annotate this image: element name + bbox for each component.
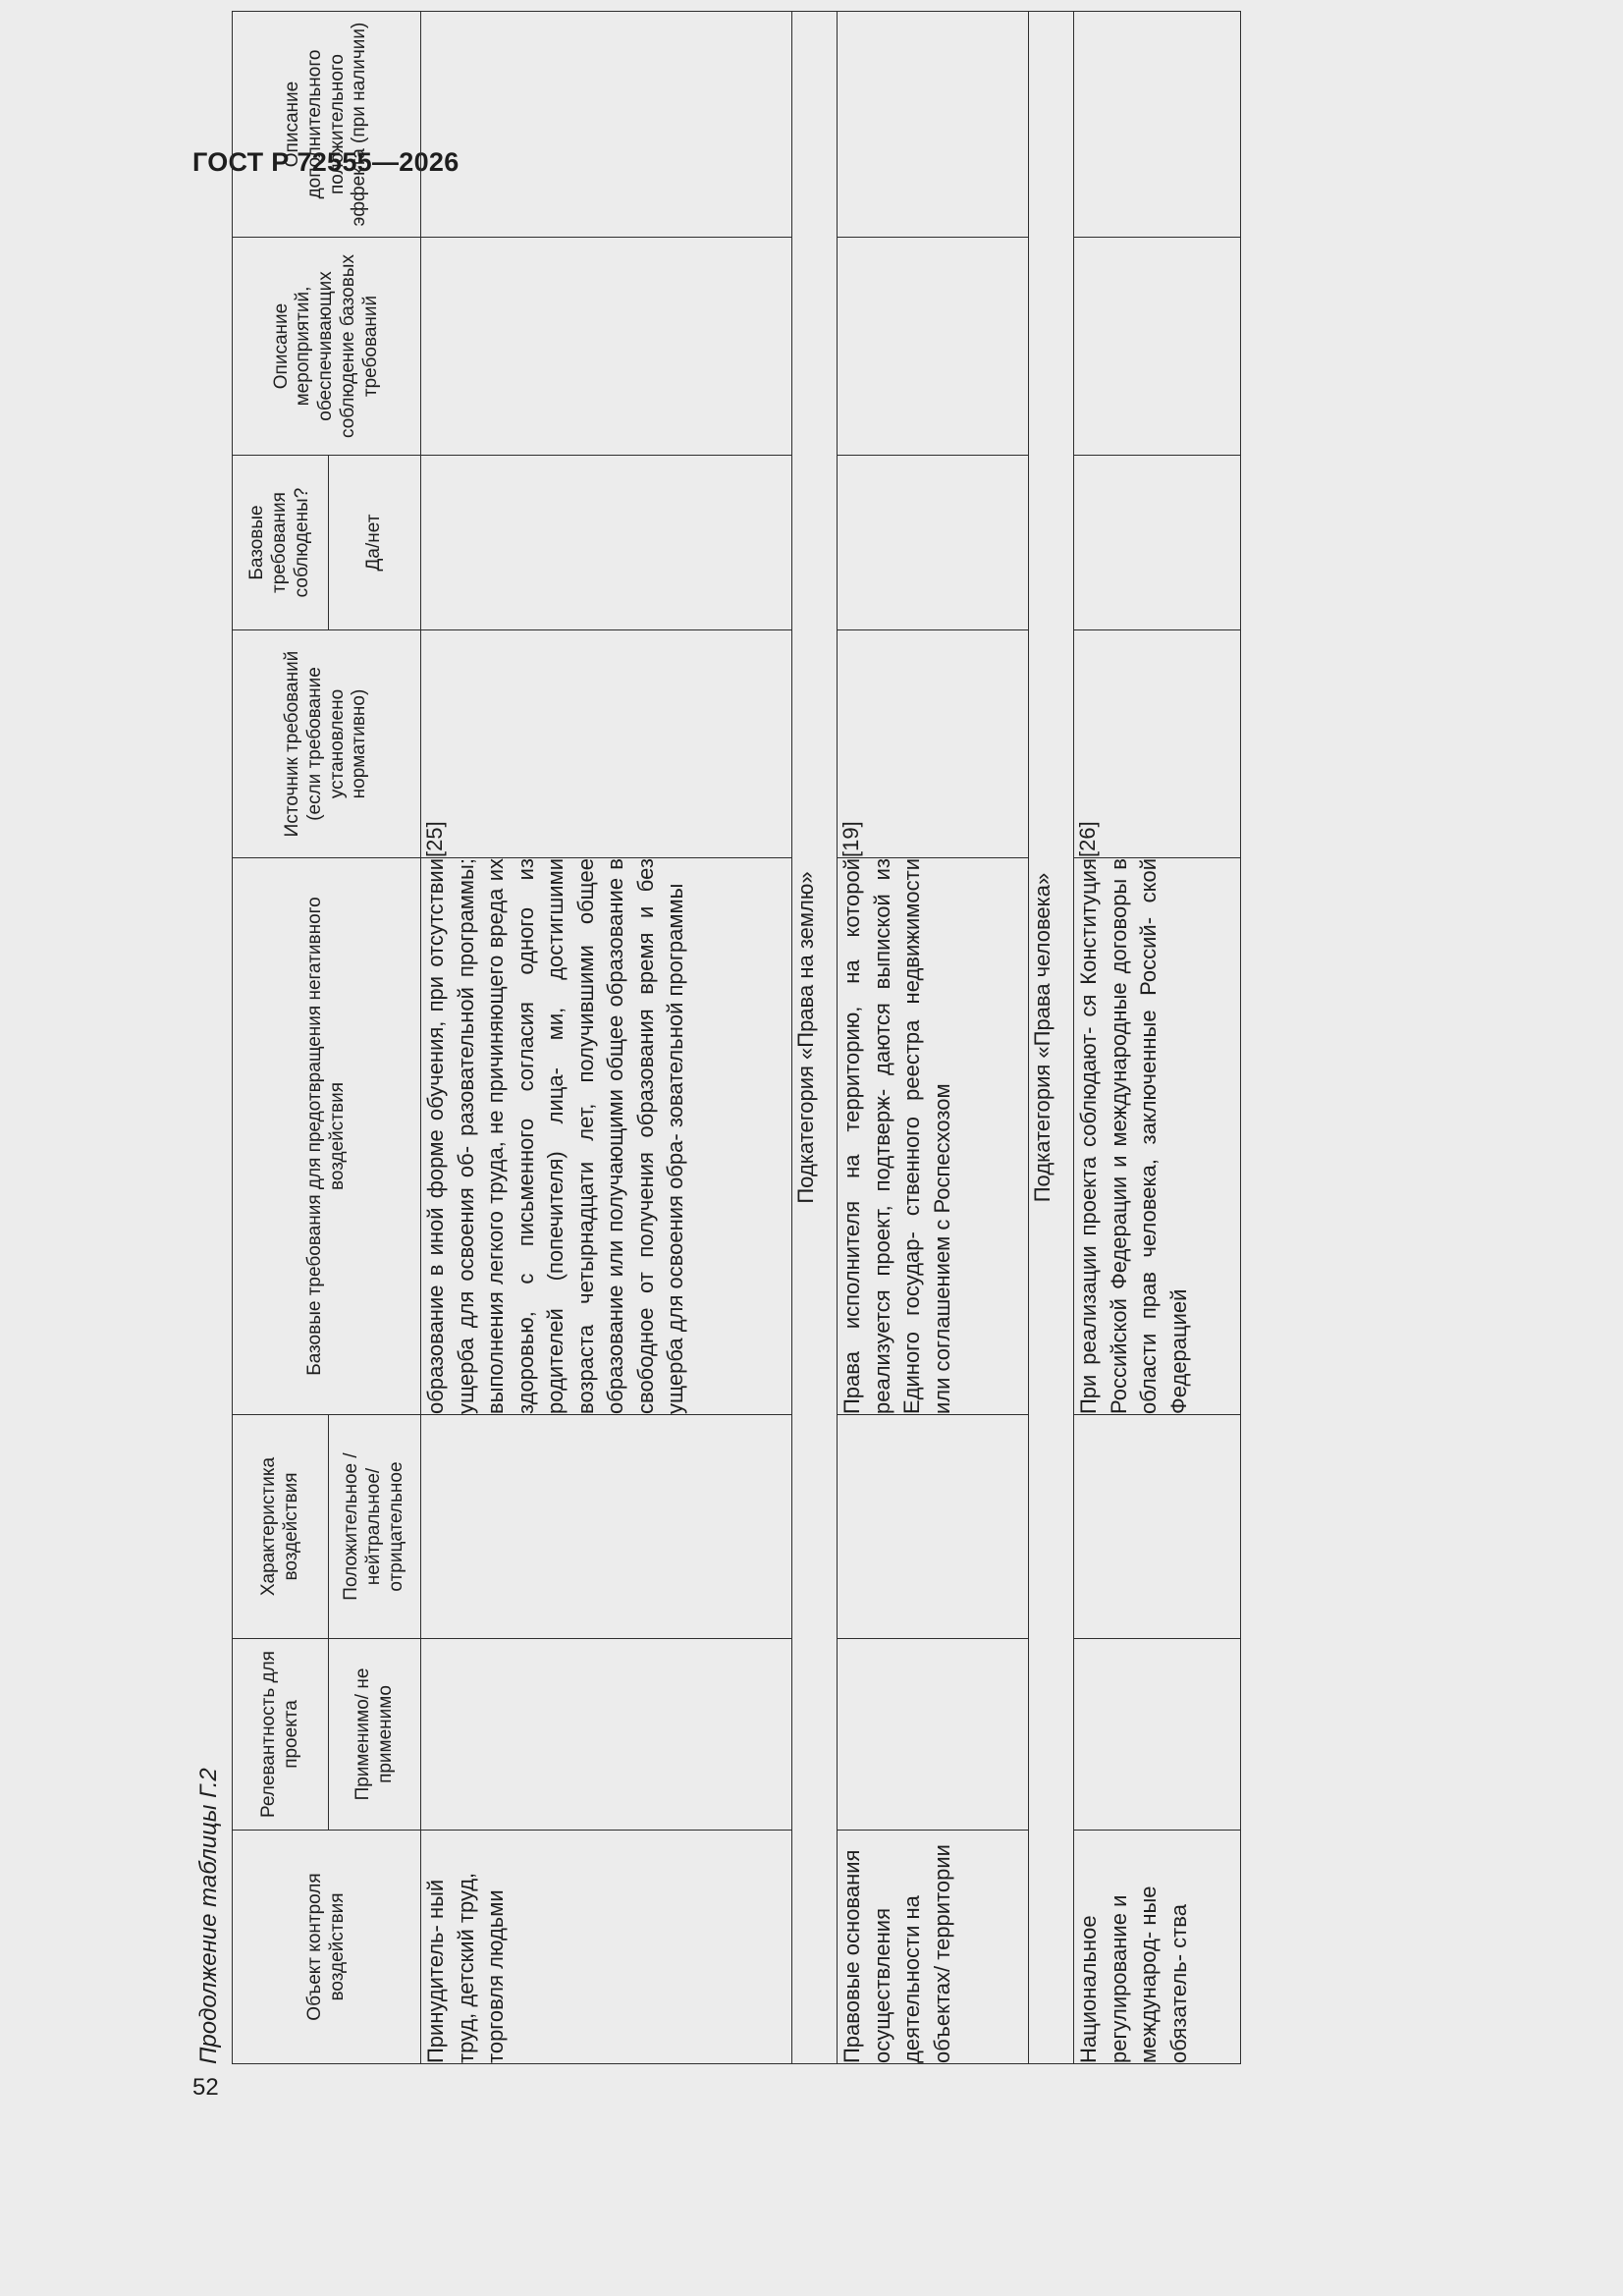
- row-source-cell: [19]: [838, 630, 1029, 858]
- page-number: 52: [192, 2074, 219, 2101]
- header-measures: Описание мероприятий, обеспечивающих соблюдение базовых требований: [233, 238, 421, 456]
- row-object-cell: Принудитель- ный труд, детский труд, торговля людьми: [421, 1831, 792, 2064]
- row-requirements-cell: Права исполнителя на территорию, на которой реализуется проект, подтверж- даются выпиской из Единого государ- ственного реестра недвижимости или соглашением с Роспесхозом: [838, 858, 1029, 1415]
- subcategory-label: Подкатегория «Права человека»: [1029, 12, 1074, 2064]
- row-requirements-cell: образование в иной форме обучения, при отсутствии ущерба для освоения об- разовательной программы; выполнения легкого труда, не причиняющего вреда их здоровью, с письменного согласия одного из родителей (попечителя) лица- ми, достигшими возраста четырнадцати лет, получившими общее образование или получающими общее образование в свободное от получения образования время и без ущерба для освоения обра- зовательной программы: [421, 858, 792, 1415]
- table-row: [421, 12, 792, 2064]
- row-relevance-cell: [421, 1639, 792, 1831]
- table-row: [1074, 12, 1241, 2064]
- header-met: Базовые требования соблюдены?: [233, 456, 329, 630]
- row-effect-cell: [838, 12, 1029, 238]
- row-impact-cell: [838, 1415, 1029, 1639]
- row-impact-cell: [1074, 1415, 1241, 1639]
- subcategory-label: Подкатегория «Права на землю»: [792, 12, 838, 2064]
- table-row: [838, 12, 1029, 2064]
- row-met-cell: [1074, 456, 1241, 630]
- requirements-table: [232, 11, 1241, 2064]
- table-caption: Продолжение таблицы Г.2: [195, 1768, 222, 2064]
- row-met-cell: [421, 456, 792, 630]
- row-impact-cell: [421, 1415, 792, 1639]
- row-measures-cell: [1074, 238, 1241, 456]
- header-object: Объект контроля воздействия: [233, 1831, 421, 2064]
- subcategory-row: [1029, 12, 1074, 2064]
- header-row: [233, 12, 329, 2064]
- row-object-cell: Национальное регулирование и международ- ные обязатель- ства: [1074, 1831, 1241, 2064]
- row-met-cell: [838, 456, 1029, 630]
- row-requirements-cell: При реализации проекта соблюдают- ся Конституция Российской Федерации и международные договоры в области прав человека, заключенные Россий- ской Федерацией: [1074, 858, 1241, 1415]
- row-measures-cell: [421, 238, 792, 456]
- header-effect: Описание дополнительного положительного эффекта (при наличии): [233, 12, 421, 238]
- row-measures-cell: [838, 238, 1029, 456]
- row-relevance-cell: [1074, 1639, 1241, 1831]
- header-relevance: Релевантность для проекта: [233, 1639, 329, 1831]
- row-source-cell: [26]: [1074, 630, 1241, 858]
- subcategory-row: [792, 12, 838, 2064]
- header-relevance-sub: Применимо/ не применимо: [329, 1639, 421, 1831]
- header-source: Источник требований (если требование установлено нормативно): [233, 630, 421, 858]
- header-impact-sub: Положительное /нейтральное/ отрицательное: [329, 1415, 421, 1639]
- row-effect-cell: [421, 12, 792, 238]
- header-impact: Характеристика воздействия: [233, 1415, 329, 1639]
- document-header: ГОСТ Р 72555—2026: [192, 147, 460, 177]
- row-relevance-cell: [838, 1639, 1029, 1831]
- header-requirements: Базовые требования для предотвращения негативного воздействия: [233, 858, 421, 1415]
- row-effect-cell: [1074, 12, 1241, 238]
- header-met-sub: Да/нет: [329, 456, 421, 630]
- row-source-cell: [25]: [421, 630, 792, 858]
- row-object-cell: Правовые основания осуществления деятельности на объектах/ территории: [838, 1831, 1029, 2064]
